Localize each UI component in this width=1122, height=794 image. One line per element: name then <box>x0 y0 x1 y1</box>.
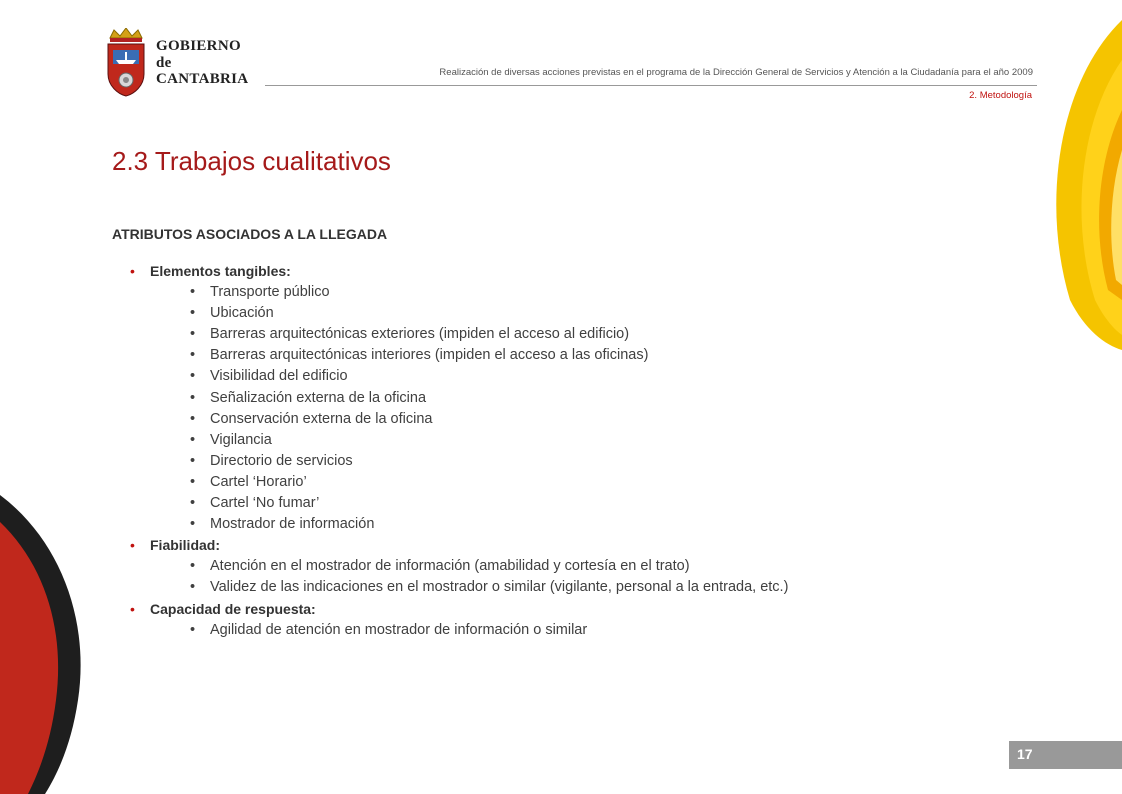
red-arc-decoration <box>0 495 81 794</box>
header-divider <box>265 85 1037 86</box>
section-label: 2. Metodología <box>969 90 1032 101</box>
page-title: 2.3 Trabajos cualitativos <box>112 146 391 176</box>
list-item-text: Directorio de servicios <box>210 452 353 469</box>
list-item <box>130 324 990 345</box>
list-item-text: Atención en el mostrador de información (amabilidad y cortesía en el trato) <box>210 558 690 575</box>
list-item-text: Mostrador de información <box>210 516 375 533</box>
list-item-text: Validez de las indicaciones en el mostrador o similar (vigilante, personal a la entrada, etc.) <box>210 579 789 596</box>
bullet-icon: • <box>190 452 196 469</box>
bullet-icon: • <box>130 263 135 279</box>
group-label: Elementos tangibles: <box>150 263 291 279</box>
bullet-icon: • <box>190 558 196 575</box>
list-item <box>130 282 990 303</box>
section-subtitle: ATRIBUTOS ASOCIADOS A LA LLEGADA <box>112 226 388 242</box>
bullet-icon: • <box>190 347 196 364</box>
bullet-icon: • <box>190 305 196 322</box>
org-name-line2: de <box>156 54 172 71</box>
list-item-text: Cartel ‘No fumar’ <box>210 495 320 512</box>
bullet-icon: • <box>190 368 196 385</box>
list-item <box>130 430 990 451</box>
group-heading <box>130 599 990 620</box>
coat-of-arms-icon <box>104 28 148 98</box>
list-item <box>130 514 990 535</box>
group-heading <box>130 261 990 282</box>
group-label: Fiabilidad: <box>150 537 220 554</box>
list-item <box>130 388 990 409</box>
attribute-list <box>130 261 990 641</box>
list-item-text: Conservación externa de la oficina <box>210 410 433 427</box>
bullet-icon: • <box>130 600 135 617</box>
bullet-icon: • <box>190 389 196 406</box>
list-item-text: Señalización externa de la oficina <box>210 389 427 406</box>
list-item <box>130 345 990 366</box>
group-heading <box>130 535 990 556</box>
list-item-text: Barreras arquitectónicas exteriores (impiden el acceso al edificio) <box>210 326 630 343</box>
bullet-icon: • <box>190 326 196 343</box>
bullet-icon: • <box>190 495 196 512</box>
list-item <box>130 472 990 493</box>
org-name-line1: GOBIERNO <box>156 38 241 54</box>
list-item-text: Visibilidad del edificio <box>210 368 348 385</box>
list-item <box>130 620 990 641</box>
bullet-icon: • <box>190 516 196 533</box>
list-item <box>130 556 990 577</box>
list-item-text: Ubicación <box>210 305 274 322</box>
list-item-text: Barreras arquitectónicas interiores (impiden el acceso a las oficinas) <box>210 347 649 364</box>
list-item-text: Agilidad de atención en mostrador de información o similar <box>210 621 588 638</box>
page-number: 17 <box>1017 746 1033 762</box>
bullet-icon: • <box>190 621 196 638</box>
bullet-icon: • <box>190 431 196 448</box>
list-item-text: Transporte público <box>210 284 330 301</box>
bullet-icon: • <box>190 473 196 490</box>
list-item <box>130 409 990 430</box>
list-item <box>130 303 990 324</box>
bullet-icon: • <box>190 410 196 427</box>
bullet-icon: • <box>130 537 135 554</box>
list-item <box>130 366 990 387</box>
document-title: Realización de diversas acciones previstas en el programa de la Dirección General de Servicios y Atención a la Ciudadanía para el año 2009 <box>439 67 1033 78</box>
org-name <box>156 38 248 88</box>
list-item <box>130 577 990 598</box>
org-name-line3: CANTABRIA <box>156 71 249 87</box>
list-item-text: Cartel ‘Horario’ <box>210 473 307 490</box>
group-label: Capacidad de respuesta: <box>150 600 316 617</box>
bullet-icon: • <box>190 284 196 301</box>
list-item <box>130 493 990 514</box>
list-item <box>130 451 990 472</box>
yellow-swirl-decoration <box>1056 20 1122 350</box>
list-item-text: Vigilancia <box>210 431 272 448</box>
bullet-icon: • <box>190 579 196 596</box>
